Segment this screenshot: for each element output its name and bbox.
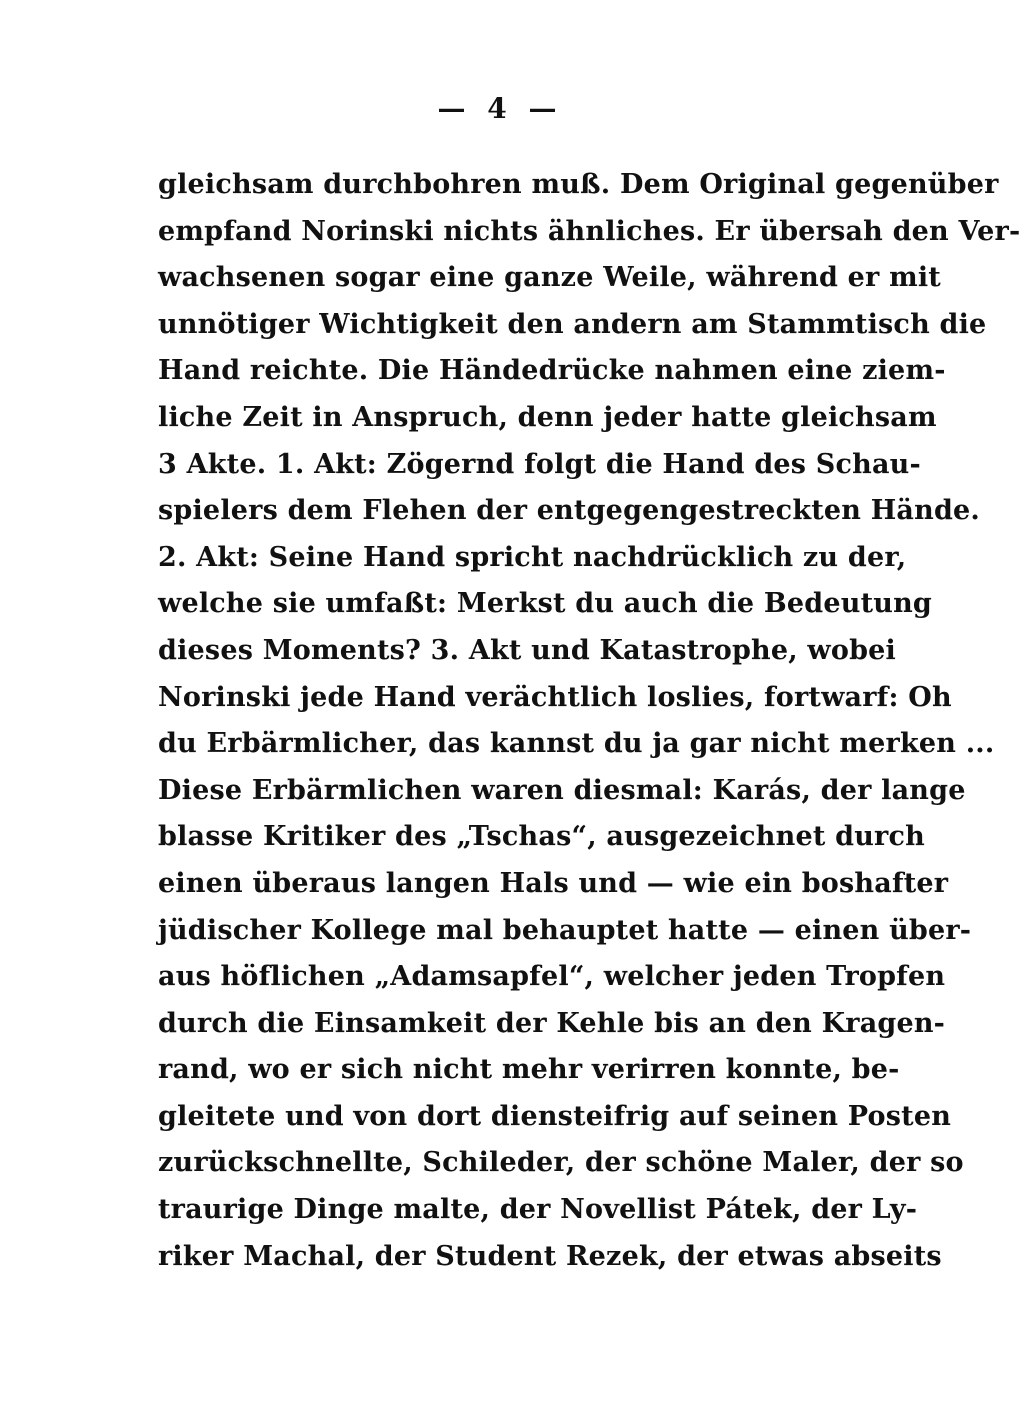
text-line: Hand reichte. Die Händedrücke nahmen eine ziem- xyxy=(158,355,946,387)
text-line: riker Machal, der Student Rezek, der etwas abseits xyxy=(158,1240,942,1272)
text-line: traurige Dinge malte, der Novellist Pátek, der Ly- xyxy=(158,1194,918,1226)
text-line: gleichsam durchbohren muß. Dem Original gegenüber xyxy=(158,169,999,200)
text-line: blasse Kritiker des „Tschas“, ausgezeichnet durch xyxy=(158,821,925,853)
text-line: aus höflichen „Adamsapfel“, welcher jeden Tropfen xyxy=(158,961,946,993)
page-number: — 4 — xyxy=(437,92,563,125)
text-line: jüdischer Kollege mal behauptet hatte — einen über- xyxy=(158,914,972,946)
text-line: zurückschnellte, Schileder, der schöne Maler, der so xyxy=(158,1147,964,1179)
text-line: Diese Erbärmlichen waren diesmal: Karás, der lange xyxy=(158,774,966,806)
body-text xyxy=(158,162,1020,1280)
text-line: du Erbärmlicher, das kannst du ja gar nicht merken ... xyxy=(158,728,995,760)
text-line: dieses Moments? 3. Akt und Katastrophe, wobei xyxy=(158,634,896,666)
text-line: unnötiger Wichtigkeit den andern am Stammtisch die xyxy=(158,308,987,340)
text-line: liche Zeit in Anspruch, denn jeder hatte gleichsam xyxy=(158,401,937,433)
text-line: wachsenen sogar eine ganze Weile, während er mit xyxy=(158,262,941,294)
text-line: welche sie umfaßt: Merkst du auch die Bedeutung xyxy=(158,588,933,620)
text-line: spielers dem Flehen der entgegengestreckten Hände. xyxy=(158,495,981,527)
text-line: empfand Norinski nichts ähnliches. Er übersah den Ver- xyxy=(158,215,1020,247)
text-line: 2. Akt: Seine Hand spricht nachdrücklich zu der, xyxy=(158,541,907,573)
text-line: Norinski jede Hand verächtlich loslies, fortwarf: Oh xyxy=(158,681,952,713)
text-line: einen überaus langen Hals und — wie ein boshafter xyxy=(158,867,949,899)
text-line: durch die Einsamkeit der Kehle bis an den Kragen- xyxy=(158,1007,946,1039)
text-line: 3 Akte. 1. Akt: Zögernd folgt die Hand des Schau- xyxy=(158,448,921,480)
text-line: gleitete und von dort diensteifrig auf seinen Posten xyxy=(158,1100,952,1132)
text-line: rand, wo er sich nicht mehr verirren konnte, be- xyxy=(158,1054,900,1086)
